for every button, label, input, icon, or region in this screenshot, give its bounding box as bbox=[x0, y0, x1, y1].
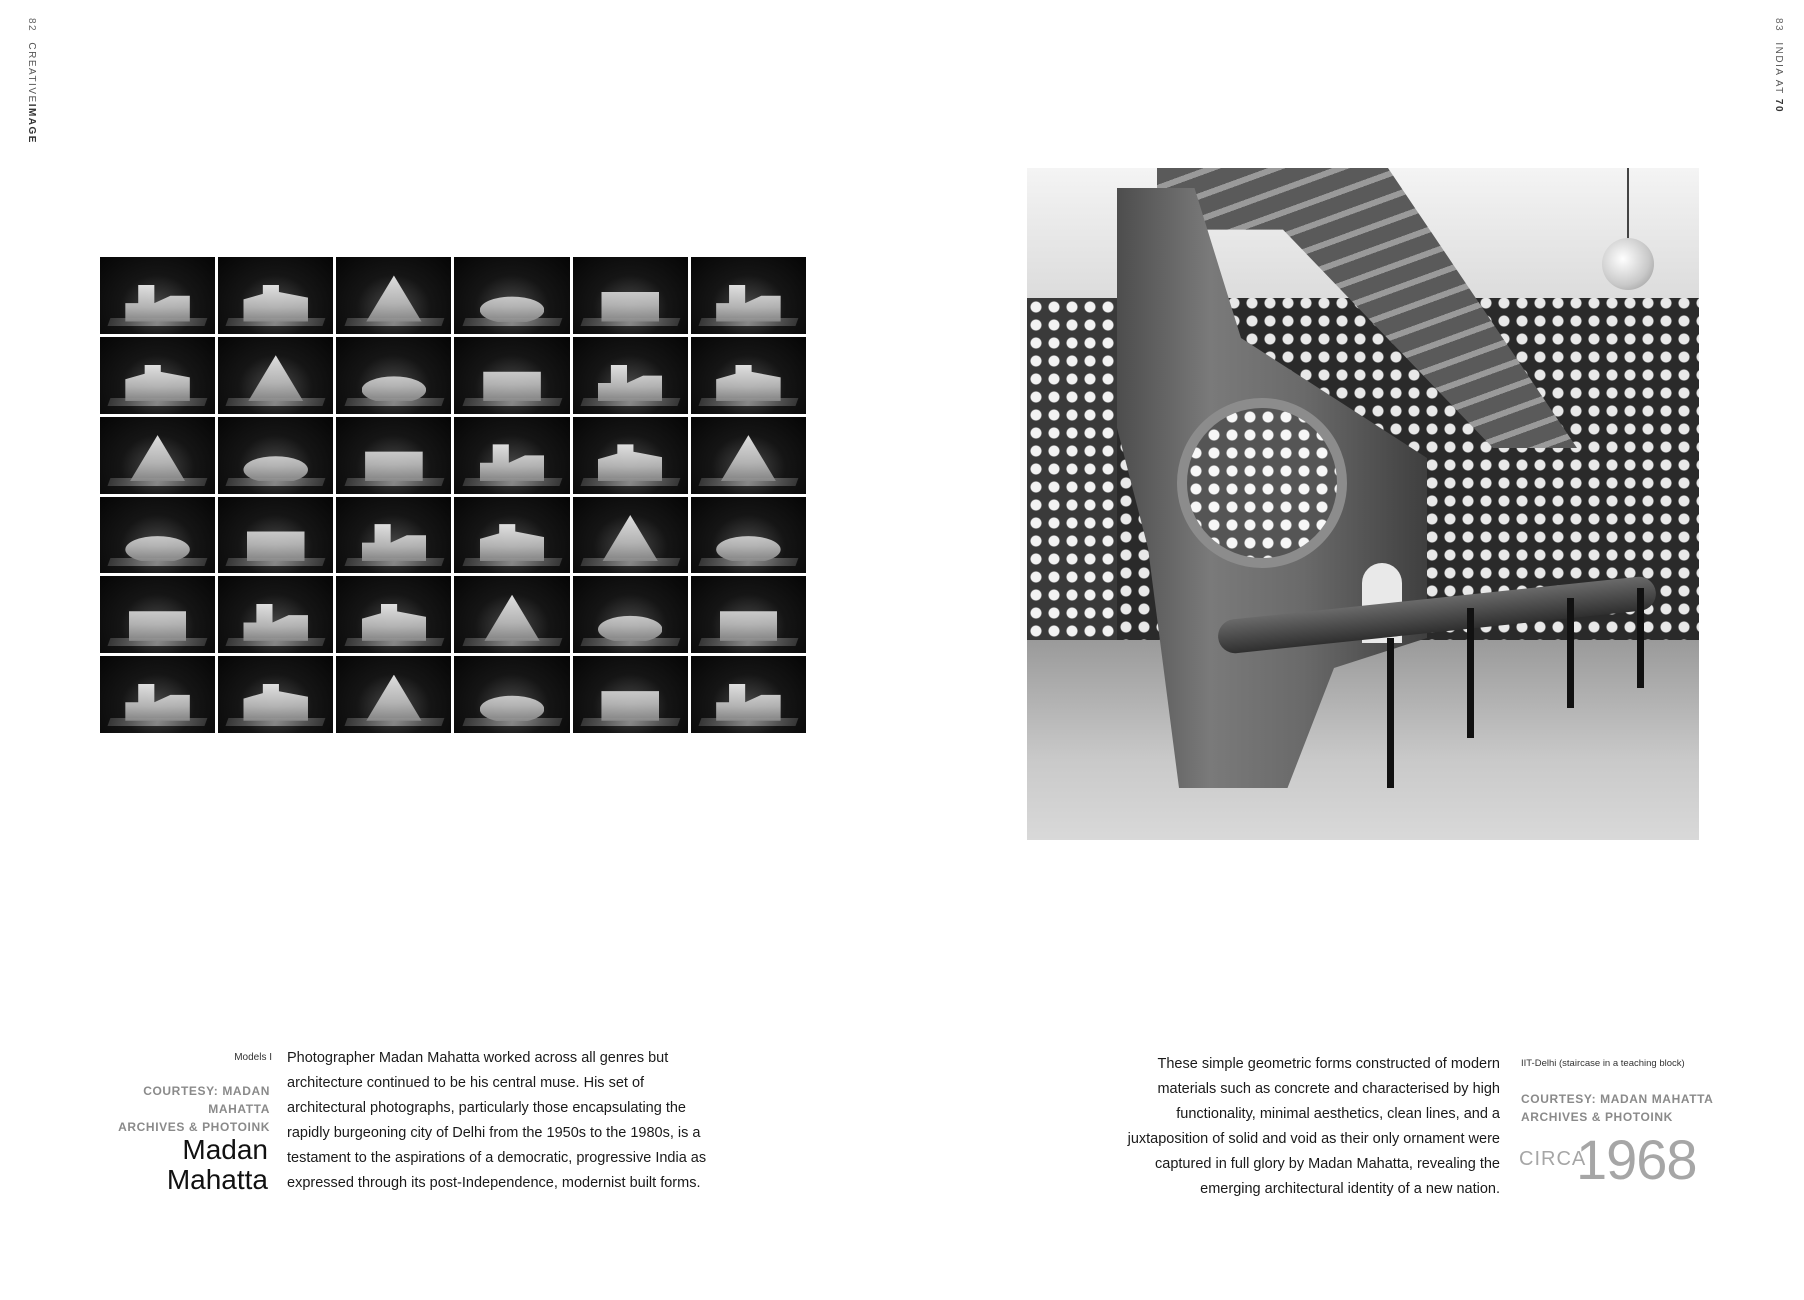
right-section-light: INDIA AT bbox=[1773, 42, 1784, 99]
model-thumbnail bbox=[573, 656, 688, 733]
right-page-number: 83 bbox=[1773, 18, 1784, 33]
left-body-text bbox=[287, 1046, 706, 1196]
architectural-model bbox=[125, 285, 189, 322]
name-line: Madan bbox=[182, 1134, 268, 1165]
architectural-model bbox=[359, 275, 428, 321]
model-thumbnail bbox=[218, 576, 333, 653]
model-thumbnail bbox=[336, 497, 451, 574]
model-thumbnail bbox=[573, 576, 688, 653]
body-line: juxtaposition of solid and void as their only ornament were bbox=[1127, 1131, 1500, 1147]
photo-pendant-lamp bbox=[1602, 238, 1654, 290]
right-section-bold: 70 bbox=[1773, 98, 1784, 114]
model-thumbnail bbox=[691, 257, 806, 334]
model-thumbnail bbox=[100, 576, 215, 653]
model-thumbnail bbox=[336, 656, 451, 733]
model-thumbnail bbox=[218, 417, 333, 494]
architectural-model bbox=[241, 355, 310, 401]
architectural-model bbox=[365, 439, 423, 481]
left-section-light: CREATIVE bbox=[26, 42, 37, 104]
architectural-model bbox=[480, 444, 544, 481]
body-line: architecture continued to be his central muse. His set of bbox=[287, 1075, 645, 1091]
body-line: materials such as concrete and characterised by high bbox=[1157, 1081, 1500, 1097]
circa-year: 1968 bbox=[1576, 1128, 1697, 1191]
body-line: Photographer Madan Mahatta worked across all genres but bbox=[287, 1050, 669, 1066]
left-section-bold: IMAGE bbox=[26, 103, 37, 144]
model-thumbnail bbox=[573, 257, 688, 334]
right-body-text bbox=[1090, 1052, 1500, 1202]
model-photo-grid bbox=[100, 257, 806, 733]
architectural-model bbox=[598, 444, 662, 481]
architectural-model bbox=[483, 359, 541, 401]
staircase-photo bbox=[1027, 168, 1699, 840]
architectural-model bbox=[243, 285, 307, 322]
model-thumbnail bbox=[100, 257, 215, 334]
model-thumbnail bbox=[336, 417, 451, 494]
model-thumbnail bbox=[573, 417, 688, 494]
model-thumbnail bbox=[573, 497, 688, 574]
architectural-model bbox=[362, 363, 426, 401]
photo-rail-post bbox=[1387, 638, 1394, 788]
architectural-model bbox=[243, 684, 307, 721]
architectural-model bbox=[716, 684, 780, 721]
architectural-model bbox=[125, 684, 189, 721]
model-thumbnail bbox=[454, 417, 569, 494]
model-thumbnail bbox=[100, 417, 215, 494]
architectural-model bbox=[480, 682, 544, 720]
circa-label: CIRCA bbox=[1519, 1148, 1587, 1170]
photo-rail-post bbox=[1637, 588, 1644, 688]
photo-rail-post bbox=[1567, 598, 1574, 708]
body-line: expressed through its post-Independence, modernist built forms. bbox=[287, 1175, 701, 1191]
photo-lamp-cord bbox=[1627, 168, 1629, 243]
model-thumbnail bbox=[336, 257, 451, 334]
photo-floor bbox=[1027, 640, 1699, 840]
left-page-number: 82 bbox=[26, 18, 37, 33]
model-thumbnail bbox=[691, 497, 806, 574]
body-line: These simple geometric forms constructed of modern bbox=[1157, 1056, 1500, 1072]
architectural-model bbox=[123, 435, 192, 481]
left-courtesy-line: ARCHIVES & PHOTOINK bbox=[118, 1120, 270, 1134]
architectural-model bbox=[243, 443, 307, 481]
model-thumbnail bbox=[218, 497, 333, 574]
architectural-model bbox=[129, 599, 187, 641]
architectural-model bbox=[714, 435, 783, 481]
photo-rail-post bbox=[1467, 608, 1474, 738]
right-courtesy bbox=[1521, 1090, 1713, 1126]
model-thumbnail bbox=[691, 337, 806, 414]
left-caption: Models I bbox=[234, 1052, 272, 1063]
architectural-model bbox=[601, 279, 659, 321]
model-thumbnail bbox=[100, 337, 215, 414]
body-line: architectural photographs, particularly those encapsulating the bbox=[287, 1100, 686, 1116]
architectural-model bbox=[716, 523, 780, 561]
body-line: functionality, minimal aesthetics, clean lines, and a bbox=[1176, 1106, 1500, 1122]
architectural-model bbox=[478, 595, 547, 641]
architectural-model bbox=[362, 604, 426, 641]
name-line: Mahatta bbox=[166, 1164, 268, 1195]
model-thumbnail bbox=[454, 576, 569, 653]
photo-circular-opening bbox=[1177, 398, 1347, 568]
architectural-model bbox=[362, 524, 426, 561]
architectural-model bbox=[716, 365, 780, 402]
architectural-model bbox=[125, 523, 189, 561]
model-thumbnail bbox=[454, 656, 569, 733]
architectural-model bbox=[598, 602, 662, 640]
body-line: captured in full glory by Madan Mahatta, revealing the bbox=[1155, 1156, 1500, 1172]
right-folio bbox=[1773, 18, 1784, 113]
photo-jali-wall bbox=[1027, 298, 1117, 658]
body-line: emerging architectural identity of a new nation. bbox=[1200, 1181, 1500, 1197]
model-thumbnail bbox=[218, 337, 333, 414]
right-courtesy-line: ARCHIVES & PHOTOINK bbox=[1521, 1110, 1673, 1124]
model-thumbnail bbox=[100, 656, 215, 733]
model-thumbnail bbox=[573, 337, 688, 414]
architectural-model bbox=[247, 519, 305, 561]
model-thumbnail bbox=[218, 257, 333, 334]
architectural-model bbox=[243, 604, 307, 641]
model-thumbnail bbox=[691, 417, 806, 494]
left-courtesy bbox=[90, 1082, 270, 1136]
model-thumbnail bbox=[100, 497, 215, 574]
architectural-model bbox=[480, 283, 544, 321]
architectural-model bbox=[359, 675, 428, 721]
model-thumbnail bbox=[336, 337, 451, 414]
photographer-name bbox=[120, 1135, 268, 1195]
left-folio bbox=[26, 18, 37, 144]
architectural-model bbox=[720, 599, 778, 641]
model-thumbnail bbox=[691, 576, 806, 653]
architectural-model bbox=[601, 678, 659, 720]
model-thumbnail bbox=[218, 656, 333, 733]
architectural-model bbox=[598, 365, 662, 402]
model-thumbnail bbox=[691, 656, 806, 733]
right-caption: IIT-Delhi (staircase in a teaching block) bbox=[1521, 1058, 1685, 1069]
architectural-model bbox=[480, 524, 544, 561]
model-thumbnail bbox=[454, 497, 569, 574]
model-thumbnail bbox=[454, 337, 569, 414]
model-thumbnail bbox=[336, 576, 451, 653]
architectural-model bbox=[596, 515, 665, 561]
body-line: testament to the aspirations of a democratic, progressive India as bbox=[287, 1150, 707, 1166]
body-line: rapidly burgeoning city of Delhi from the 1950s to the 1980s, is a bbox=[287, 1125, 701, 1141]
model-thumbnail bbox=[454, 257, 569, 334]
left-courtesy-line: COURTESY: MADAN MAHATTA bbox=[143, 1084, 270, 1116]
right-courtesy-line: COURTESY: MADAN MAHATTA bbox=[1521, 1092, 1714, 1106]
architectural-model bbox=[716, 285, 780, 322]
architectural-model bbox=[125, 365, 189, 402]
